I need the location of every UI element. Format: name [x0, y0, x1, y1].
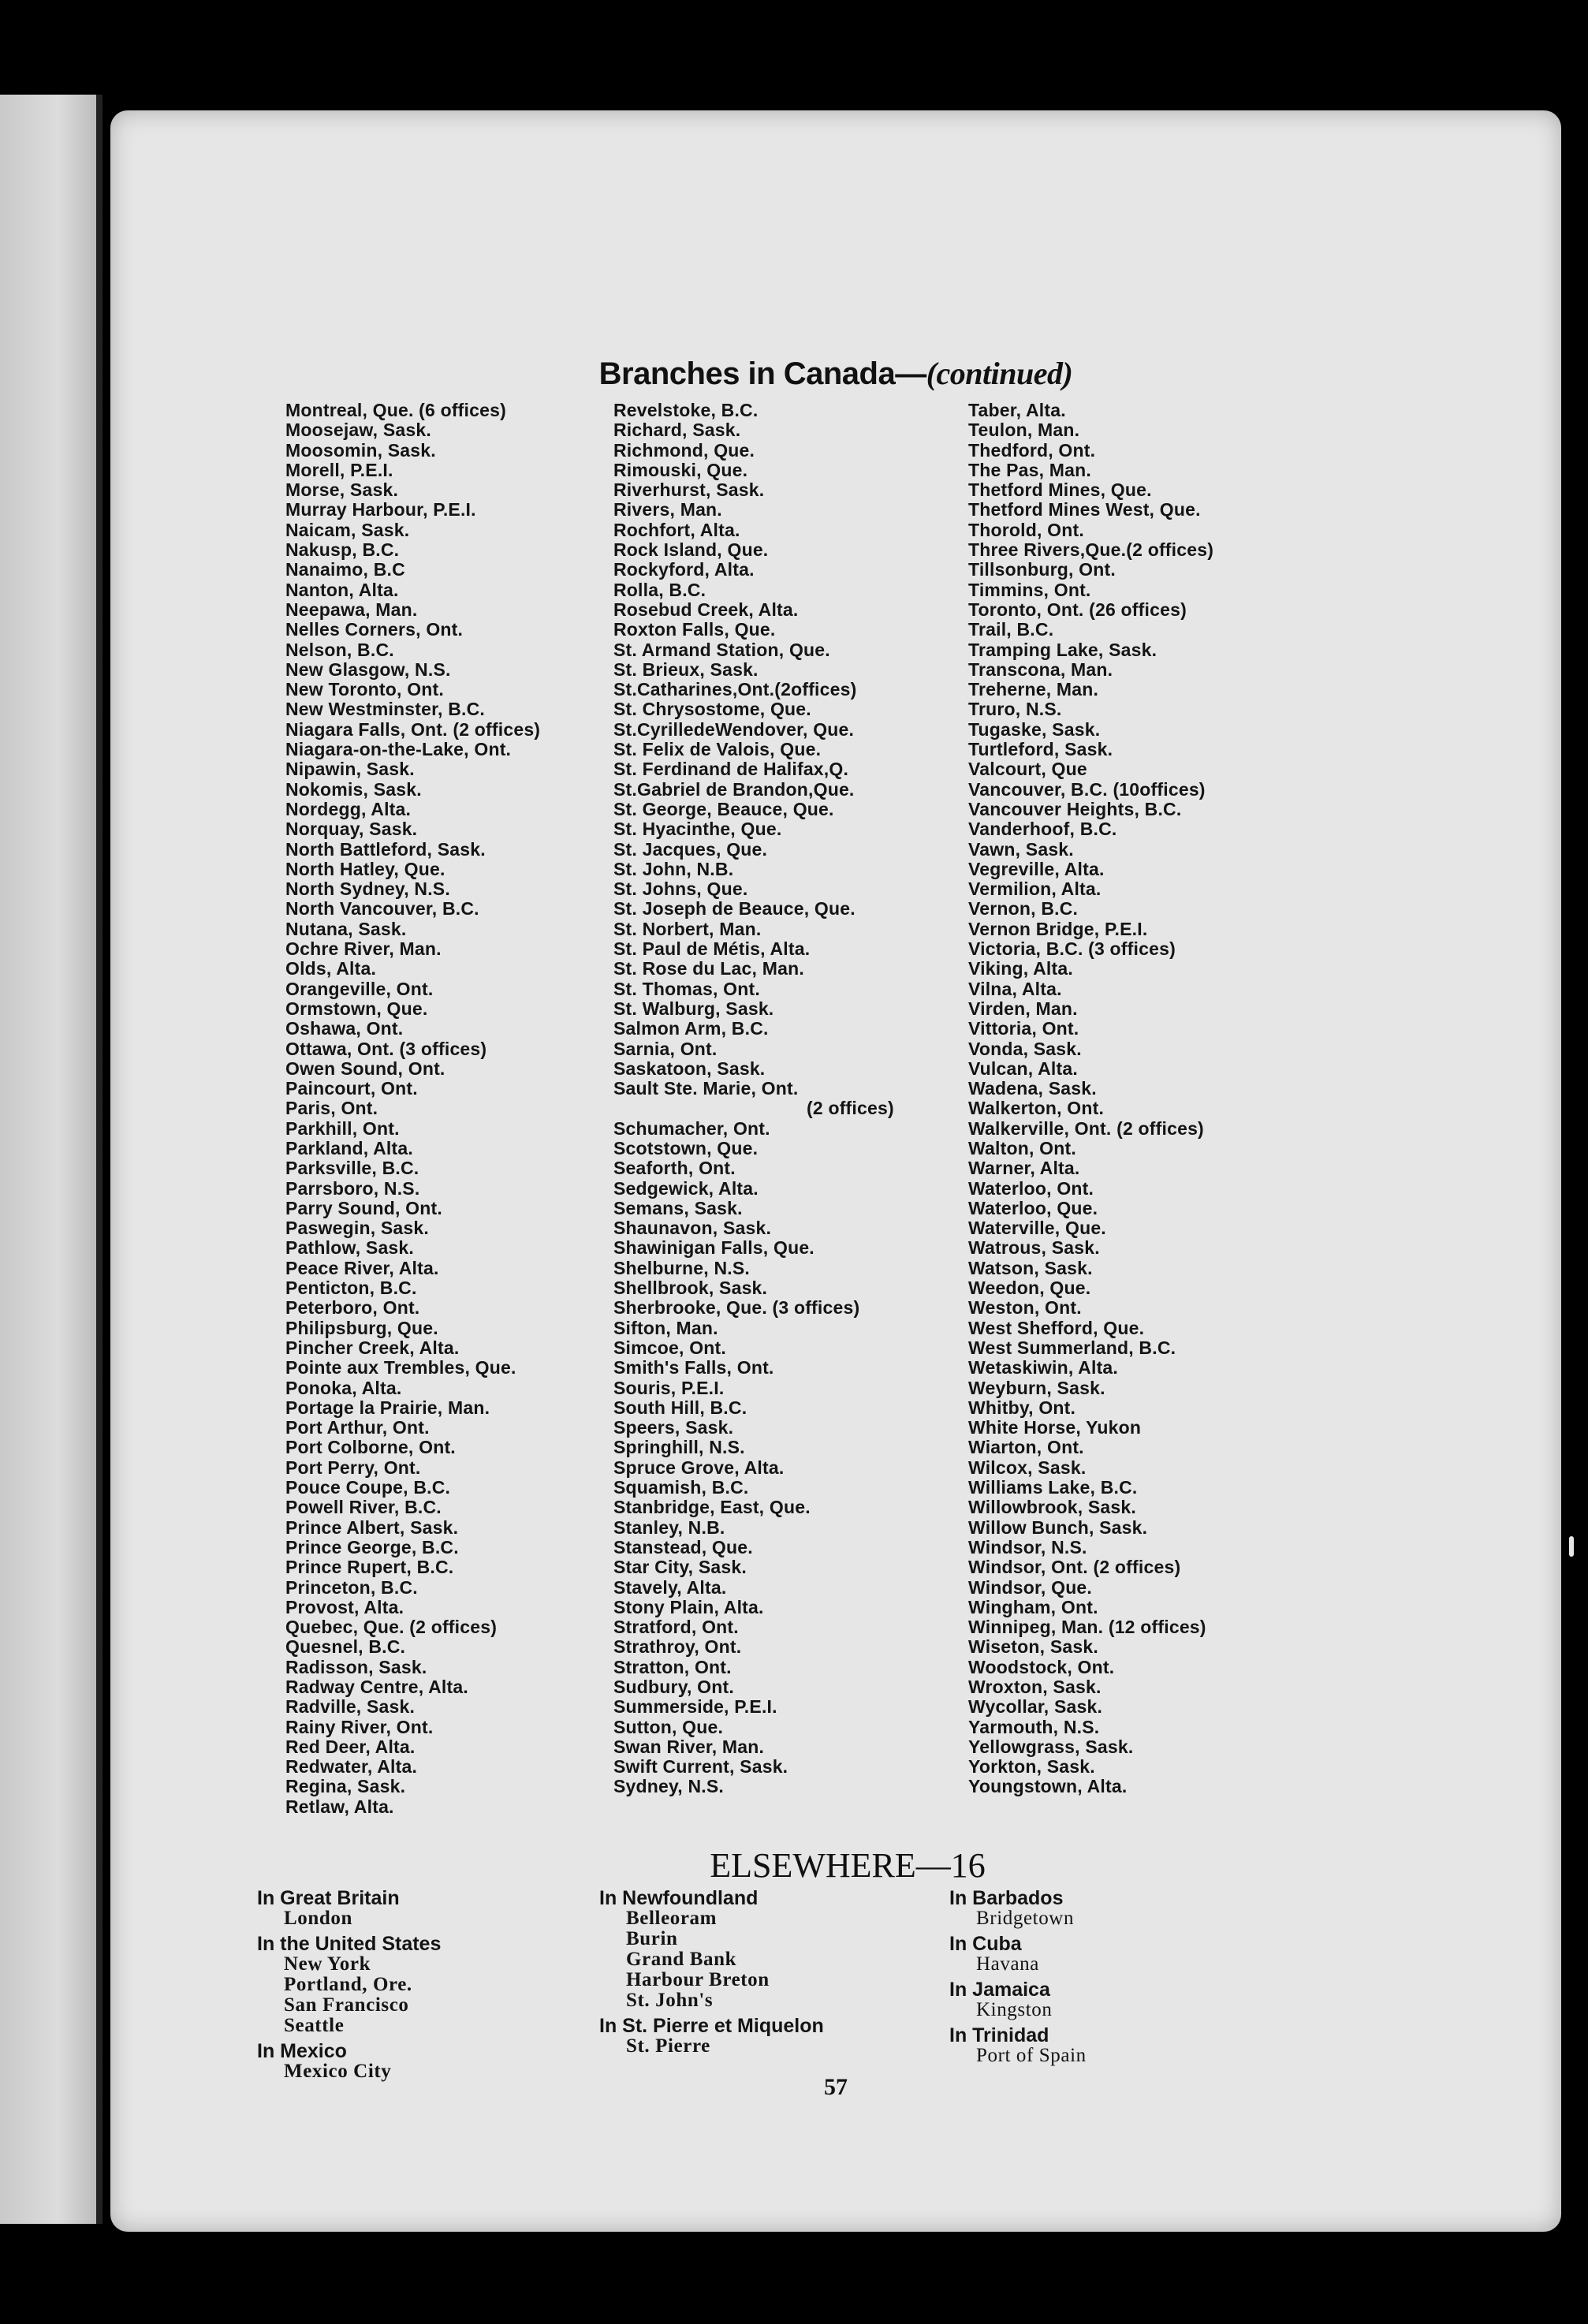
branch-entry: St. Ferdinand de Halifax,Q. [613, 759, 849, 780]
branch-entry: Star City, Sask. [613, 1557, 747, 1578]
branch-entry: North Hatley, Que. [285, 858, 445, 879]
branch-entry: Weyburn, Sask. [968, 1377, 1105, 1398]
branch-entry: Vancouver, B.C. (10offices) [968, 778, 1206, 800]
page-title [110, 355, 1561, 392]
branch-entry: Revelstoke, B.C. [613, 400, 759, 420]
branch-entry: St. Paul de Métis, Alta. [613, 938, 811, 960]
branch-entry: Provost, Alta. [285, 1596, 404, 1617]
elsewhere-city: Kingston [976, 1999, 1053, 2020]
branch-entry: St. Thomas, Ont. [613, 978, 760, 999]
branch-entry: Vonda, Sask. [968, 1038, 1082, 1059]
branch-entry: Schumacher, Ont. [613, 1117, 770, 1139]
branch-entry: South Hill, B.C. [613, 1397, 747, 1418]
branch-entry: Sutton, Que. [613, 1716, 724, 1737]
branch-entry: Warner, Alta. [968, 1158, 1080, 1179]
branch-entry: New Westminster, B.C. [285, 699, 486, 720]
branch-entry: Owen Sound, Ont. [285, 1058, 445, 1079]
branch-entry: Shawinigan Falls, Que. [613, 1237, 815, 1259]
branch-entry: Vilna, Alta. [968, 978, 1062, 999]
branch-entry: Ottawa, Ont. (3 offices) [285, 1038, 487, 1059]
branch-entry: Norquay, Sask. [285, 819, 418, 840]
branch-entry: Retlaw, Alta. [285, 1796, 394, 1817]
branch-entry: Scotstown, Que. [613, 1137, 759, 1158]
branch-entry: Niagara-on-the-Lake, Ont. [285, 739, 512, 760]
branch-entry: Springhill, N.S. [613, 1437, 745, 1458]
branch-entry: Wilcox, Sask. [968, 1457, 1087, 1478]
branch-entry: Seaforth, Ont. [613, 1158, 736, 1179]
elsewhere-city: Bridgetown [976, 1908, 1075, 1929]
branch-entry: Parkhill, Ont. [285, 1117, 400, 1139]
branch-entry: Winnipeg, Man. (12 offices) [968, 1617, 1206, 1638]
branch-entry: Stavely, Alta. [613, 1576, 727, 1598]
branch-entry: Peace River, Alta. [285, 1257, 439, 1278]
elsewhere-group [599, 1888, 824, 2011]
branch-entry: Sifton, Man. [613, 1317, 718, 1338]
branch-entry: Niagara Falls, Ont. (2 offices) [285, 718, 541, 740]
branch-entry: Swift Current, Sask. [613, 1756, 788, 1778]
branch-entry: Toronto, Ont. (26 offices) [968, 599, 1187, 620]
branch-entry: Willow Bunch, Sask. [968, 1516, 1148, 1538]
elsewhere-city: Mexico City [284, 2061, 392, 2082]
branch-entry: Stanstead, Que. [613, 1536, 753, 1557]
elsewhere-city: San Francisco [284, 1994, 409, 2016]
branch-entry: Yellowgrass, Sask. [968, 1736, 1134, 1757]
branch-entry: Parrsboro, N.S. [285, 1177, 420, 1199]
elsewhere-city: Seattle [284, 2015, 345, 2036]
branch-entry: St. Rose du Lac, Man. [613, 958, 804, 979]
branch-entry: Vancouver Heights, B.C. [968, 798, 1182, 819]
branch-entry: St. Jacques, Que. [613, 838, 768, 860]
branch-entry: Montreal, Que. (6 offices) [285, 400, 506, 420]
branch-entry: St. Joseph de Beauce, Que. [613, 898, 856, 920]
branch-entry: Stanbridge, East, Que. [613, 1497, 811, 1518]
branch-entry: The Pas, Man. [968, 459, 1091, 480]
branch-entry: Port Arthur, Ont. [285, 1417, 430, 1438]
branch-entry: Regina, Sask. [285, 1776, 406, 1797]
branch-entry: Parkland, Alta. [285, 1137, 413, 1158]
branch-entry: Morse, Sask. [285, 479, 399, 501]
elsewhere-heading: ELSEWHERE—16 [710, 1846, 986, 1885]
branch-entry: Waterloo, Ont. [968, 1177, 1094, 1199]
title-main: Branches in Canada— [598, 356, 926, 391]
branch-entry: St.Catharines,Ont.(2offices) [613, 679, 857, 700]
elsewhere-city: Belleoram [626, 1908, 718, 1929]
elsewhere-country: In the United States [257, 1933, 442, 1955]
branch-entry: Quebec, Que. (2 offices) [285, 1617, 498, 1638]
branch-entry: Pouce Coupe, B.C. [285, 1477, 451, 1498]
branch-entry: Sherbrooke, Que. (3 offices) [613, 1297, 860, 1319]
branch-entry: Trail, B.C. [968, 619, 1054, 640]
branch-entry: Wingham, Ont. [968, 1596, 1098, 1617]
branch-entry: Olds, Alta. [285, 958, 377, 979]
elsewhere-country: In Cuba [949, 1933, 1022, 1955]
branch-entry: Waterville, Que. [968, 1218, 1106, 1239]
elsewhere-country: In St. Pierre et Miquelon [599, 2015, 824, 2037]
branch-entry: Riverhurst, Sask. [613, 479, 765, 501]
elsewhere-city: St. John's [626, 1990, 714, 2011]
branch-entry: Moosomin, Sask. [285, 439, 436, 461]
branch-entry: Stanley, N.B. [613, 1516, 725, 1538]
branch-entry: Saskatoon, Sask. [613, 1058, 766, 1079]
branch-entry: Richard, Sask. [613, 420, 741, 441]
branch-entry: Victoria, B.C. (3 offices) [968, 938, 1176, 960]
branch-entry: Truro, N.S. [968, 699, 1062, 720]
branch-entry: Three Rivers,Que.(2 offices) [968, 539, 1214, 561]
branch-entry: Nanaimo, B.C [285, 559, 405, 580]
branch-entry: Rimouski, Que. [613, 459, 748, 480]
branch-entry: Richmond, Que. [613, 439, 755, 461]
branch-entry: Pincher Creek, Alta. [285, 1337, 460, 1358]
branch-entry: Portage la Prairie, Man. [285, 1397, 490, 1418]
branch-entry: Pathlow, Sask. [285, 1237, 415, 1259]
branch-entry: Willowbrook, Sask. [968, 1497, 1136, 1518]
elsewhere-group [257, 1888, 441, 1929]
branch-entry: Port Perry, Ont. [285, 1457, 421, 1478]
branch-entry: Paris, Ont. [285, 1098, 378, 1119]
branch-entry: Orangeville, Ont. [285, 978, 434, 999]
branch-entry: Whitby, Ont. [968, 1397, 1076, 1418]
branch-entry: Rosebud Creek, Alta. [613, 599, 799, 620]
elsewhere-city: Port of Spain [976, 2045, 1087, 2066]
branch-entry: Vermilion, Alta. [968, 878, 1102, 900]
branch-column-3 [968, 401, 1213, 1797]
branch-entry: St. Norbert, Man. [613, 918, 762, 939]
branch-entry: Naicam, Sask. [285, 519, 410, 540]
branch-entry: Rockyford, Alta. [613, 559, 755, 580]
branch-entry: Paswegin, Sask. [285, 1218, 429, 1239]
branch-entry: Souris, P.E.I. [613, 1377, 725, 1398]
branch-entry: Vawn, Sask. [968, 838, 1074, 860]
book-page [110, 110, 1561, 2232]
elsewhere-group [949, 1934, 1087, 1975]
branch-entry: Tugaske, Sask. [968, 718, 1101, 740]
branch-entry: Sault Ste. Marie, Ont. [613, 1078, 799, 1099]
branch-entry: New Toronto, Ont. [285, 679, 445, 700]
branch-entry: Roxton Falls, Que. [613, 619, 776, 640]
branch-entry: St. Felix de Valois, Que. [613, 739, 822, 760]
elsewhere-group [949, 1979, 1087, 2020]
branch-entry: Valcourt, Que [968, 759, 1087, 780]
branch-entry: North Battleford, Sask. [285, 838, 486, 860]
branch-entry: Simcoe, Ont. [613, 1337, 726, 1358]
branch-entry: Transcona, Man. [968, 658, 1113, 680]
branch-entry: Swan River, Man. [613, 1736, 765, 1757]
branch-entry: Squamish, B.C. [613, 1477, 749, 1498]
branch-entry: Radway Centre, Alta. [285, 1677, 468, 1697]
branch-entry: Strathroy, Ont. [613, 1636, 742, 1658]
branch-entry: Wroxton, Sask. [968, 1677, 1102, 1697]
branch-entry: Thetford Mines, Que. [968, 479, 1152, 501]
branch-entry: Semans, Sask. [613, 1197, 743, 1218]
branch-entry: North Vancouver, B.C. [285, 898, 479, 920]
elsewhere-city: Grand Bank [626, 1949, 737, 1970]
branch-entry: Prince Albert, Sask. [285, 1516, 459, 1538]
elsewhere-group [949, 1888, 1087, 1929]
branch-entry: Princeton, B.C. [285, 1576, 418, 1598]
branch-entry: Summerside, P.E.I. [613, 1696, 777, 1718]
branch-entry: Wycollar, Sask. [968, 1696, 1103, 1718]
elsewhere-country: In Mexico [257, 2040, 347, 2062]
branch-entry: Walton, Ont. [968, 1137, 1076, 1158]
branch-entry: Penticton, B.C. [285, 1278, 417, 1299]
branch-entry: St. George, Beauce, Que. [613, 798, 834, 819]
branch-entry: St. Chrysostome, Que. [613, 699, 811, 720]
branch-entry: Rivers, Man. [613, 499, 722, 520]
branch-entry: New Glasgow, N.S. [285, 658, 451, 680]
branch-entry: Ochre River, Man. [285, 938, 442, 960]
branch-column-1 [285, 401, 540, 1817]
branch-entry: Tillsonburg, Ont. [968, 559, 1116, 580]
branch-entry: Radisson, Sask. [285, 1656, 427, 1677]
branch-entry: Speers, Sask. [613, 1417, 734, 1438]
elsewhere-group [599, 2016, 824, 2057]
branch-entry: Youngstown, Alta. [968, 1776, 1128, 1797]
branch-entry: Nokomis, Sask. [285, 778, 422, 800]
elsewhere-city: New York [284, 1953, 371, 1975]
branch-entry: (2 offices) [807, 1098, 894, 1119]
branch-entry: Nutana, Sask. [285, 918, 407, 939]
branch-entry: Weston, Ont. [968, 1297, 1082, 1319]
branch-entry: Shelburne, N.S. [613, 1257, 750, 1278]
elsewhere-country: In Trinidad [949, 2024, 1049, 2046]
branch-entry: St.CyrilledeWendover, Que. [613, 718, 855, 740]
branch-entry: Stratford, Ont. [613, 1617, 739, 1638]
branch-entry: West Shefford, Que. [968, 1317, 1145, 1338]
branch-entry: Watson, Sask. [968, 1257, 1093, 1278]
branch-entry: Shellbrook, Sask. [613, 1278, 768, 1299]
branch-entry: Sudbury, Ont. [613, 1677, 734, 1697]
branch-entry: North Sydney, N.S. [285, 878, 450, 900]
branch-entry: Virden, Man. [968, 998, 1078, 1019]
branch-entry: Port Colborne, Ont. [285, 1437, 456, 1458]
branch-entry: Rainy River, Ont. [285, 1716, 434, 1737]
elsewhere-city: London [284, 1908, 352, 1929]
branch-entry: Nipawin, Sask. [285, 759, 415, 780]
branch-entry: St. John, N.B. [613, 858, 734, 879]
branch-entry: Woodstock, Ont. [968, 1656, 1115, 1677]
branch-entry: Morell, P.E.I. [285, 459, 393, 480]
elsewhere-city: Burin [626, 1928, 678, 1949]
branch-entry: Powell River, B.C. [285, 1497, 442, 1518]
elsewhere-country: In Barbados [949, 1887, 1064, 1909]
branch-entry: Nelson, B.C. [285, 639, 394, 660]
branch-entry: Stony Plain, Alta. [613, 1596, 764, 1617]
branch-entry: Tramping Lake, Sask. [968, 639, 1157, 660]
branch-entry: Prince George, B.C. [285, 1536, 459, 1557]
branch-entry: West Summerland, B.C. [968, 1337, 1176, 1358]
branch-entry: Quesnel, B.C. [285, 1636, 406, 1658]
branch-entry: Oshawa, Ont. [285, 1018, 404, 1039]
elsewhere-group [949, 2025, 1087, 2066]
branch-entry: Spruce Grove, Alta. [613, 1457, 785, 1478]
branch-entry: Vulcan, Alta. [968, 1058, 1078, 1079]
branch-entry: Thedford, Ont. [968, 439, 1096, 461]
branch-entry: White Horse, Yukon [968, 1417, 1142, 1438]
branch-entry: Smith's Falls, Ont. [613, 1357, 774, 1378]
branch-entry: Timmins, Ont. [968, 579, 1091, 600]
branch-entry: Murray Harbour, P.E.I. [285, 499, 476, 520]
elsewhere-city: Harbour Breton [626, 1969, 770, 1990]
left-page-edge [0, 95, 103, 2224]
branch-entry: Nanton, Alta. [285, 579, 399, 600]
branch-entry: St. Brieux, Sask. [613, 658, 759, 680]
branch-entry: Nelles Corners, Ont. [285, 619, 464, 640]
branch-entry: Prince Rupert, B.C. [285, 1557, 454, 1578]
branch-entry: Sedgewick, Alta. [613, 1177, 759, 1199]
elsewhere-country: In Newfoundland [599, 1887, 759, 1909]
branch-entry: Stratton, Ont. [613, 1656, 732, 1677]
branch-entry: Paincourt, Ont. [285, 1078, 418, 1099]
branch-column-2 [613, 401, 894, 1797]
branch-entry: Red Deer, Alta. [285, 1736, 416, 1757]
branch-entry: Walkerton, Ont. [968, 1098, 1105, 1119]
branch-entry: Parksville, B.C. [285, 1158, 419, 1179]
branch-entry: Yarmouth, N.S. [968, 1716, 1100, 1737]
branch-entry: Wetaskiwin, Alta. [968, 1357, 1119, 1378]
branch-entry: Sarnia, Ont. [613, 1038, 718, 1059]
branch-entry: Nakusp, B.C. [285, 539, 400, 561]
elsewhere-city: St. Pierre [626, 2035, 710, 2057]
elsewhere-column-2 [599, 1888, 824, 2061]
branch-entry: Viking, Alta. [968, 958, 1073, 979]
title-continued: (continued) [926, 356, 1073, 391]
branch-entry: Wiseton, Sask. [968, 1636, 1098, 1658]
branch-entry: Windsor, Que. [968, 1576, 1093, 1598]
branch-entry: Rochfort, Alta. [613, 519, 740, 540]
branch-entry: Turtleford, Sask. [968, 739, 1113, 760]
branch-entry: Yorkton, Sask. [968, 1756, 1095, 1778]
branch-entry: Parry Sound, Ont. [285, 1197, 442, 1218]
branch-entry: Wadena, Sask. [968, 1078, 1097, 1099]
branch-entry: Williams Lake, B.C. [968, 1477, 1138, 1498]
branch-entry: St. Hyacinthe, Que. [613, 819, 782, 840]
branch-entry: Philipsburg, Que. [285, 1317, 438, 1338]
branch-entry: Redwater, Alta. [285, 1756, 418, 1778]
elsewhere-group [257, 1934, 441, 2036]
branch-entry: Vanderhoof, B.C. [968, 819, 1117, 840]
elsewhere-country: In Great Britain [257, 1887, 400, 1909]
edge-mark [1569, 1536, 1574, 1557]
branch-entry: Walkerville, Ont. (2 offices) [968, 1117, 1204, 1139]
branch-entry: Teulon, Man. [968, 420, 1080, 441]
branch-entry: Thorold, Ont. [968, 519, 1084, 540]
branch-entry: St. Armand Station, Que. [613, 639, 830, 660]
branch-entry: Moosejaw, Sask. [285, 420, 431, 441]
branch-entry: Weedon, Que. [968, 1278, 1091, 1299]
elsewhere-city: Portland, Ore. [284, 1974, 412, 1995]
branch-entry: Nordegg, Alta. [285, 798, 412, 819]
branch-entry: Neepawa, Man. [285, 599, 418, 620]
branch-entry: Wiarton, Ont. [968, 1437, 1084, 1458]
branch-entry: Rolla, B.C. [613, 579, 706, 600]
elsewhere-country: In Jamaica [949, 1979, 1050, 2001]
branch-entry: Taber, Alta. [968, 400, 1066, 420]
branch-entry: Windsor, N.S. [968, 1536, 1087, 1557]
branch-entry: Waterloo, Que. [968, 1197, 1098, 1218]
branch-entry: Vernon, B.C. [968, 898, 1079, 920]
branch-entry: St. Walburg, Sask. [613, 998, 774, 1019]
branch-entry: Rock Island, Que. [613, 539, 769, 561]
branch-entry: Treherne, Man. [968, 679, 1099, 700]
branch-entry: Watrous, Sask. [968, 1237, 1100, 1259]
branch-entry: Vernon Bridge, P.E.I. [968, 918, 1148, 939]
page-number: 57 [824, 2074, 848, 2100]
elsewhere-column-3 [949, 1888, 1087, 2071]
elsewhere-city: Havana [976, 1953, 1039, 1975]
branch-entry: Thetford Mines West, Que. [968, 499, 1201, 520]
branch-entry: Radville, Sask. [285, 1696, 416, 1718]
branch-entry: Vittoria, Ont. [968, 1018, 1079, 1039]
branch-entry: Windsor, Ont. (2 offices) [968, 1557, 1181, 1578]
branch-entry: Pointe aux Trembles, Que. [285, 1357, 516, 1378]
branch-entry: Shaunavon, Sask. [613, 1218, 772, 1239]
elsewhere-column-1 [257, 1888, 441, 2087]
branch-entry: St. Johns, Que. [613, 878, 748, 900]
branch-entry: Sydney, N.S. [613, 1776, 725, 1797]
branch-entry: Salmon Arm, B.C. [613, 1018, 769, 1039]
branch-entry: St.Gabriel de Brandon,Que. [613, 778, 855, 800]
branch-entry: Peterboro, Ont. [285, 1297, 420, 1319]
branch-entry: Vegreville, Alta. [968, 858, 1105, 879]
branch-entry: Ormstown, Que. [285, 998, 428, 1019]
branch-entry: Ponoka, Alta. [285, 1377, 402, 1398]
